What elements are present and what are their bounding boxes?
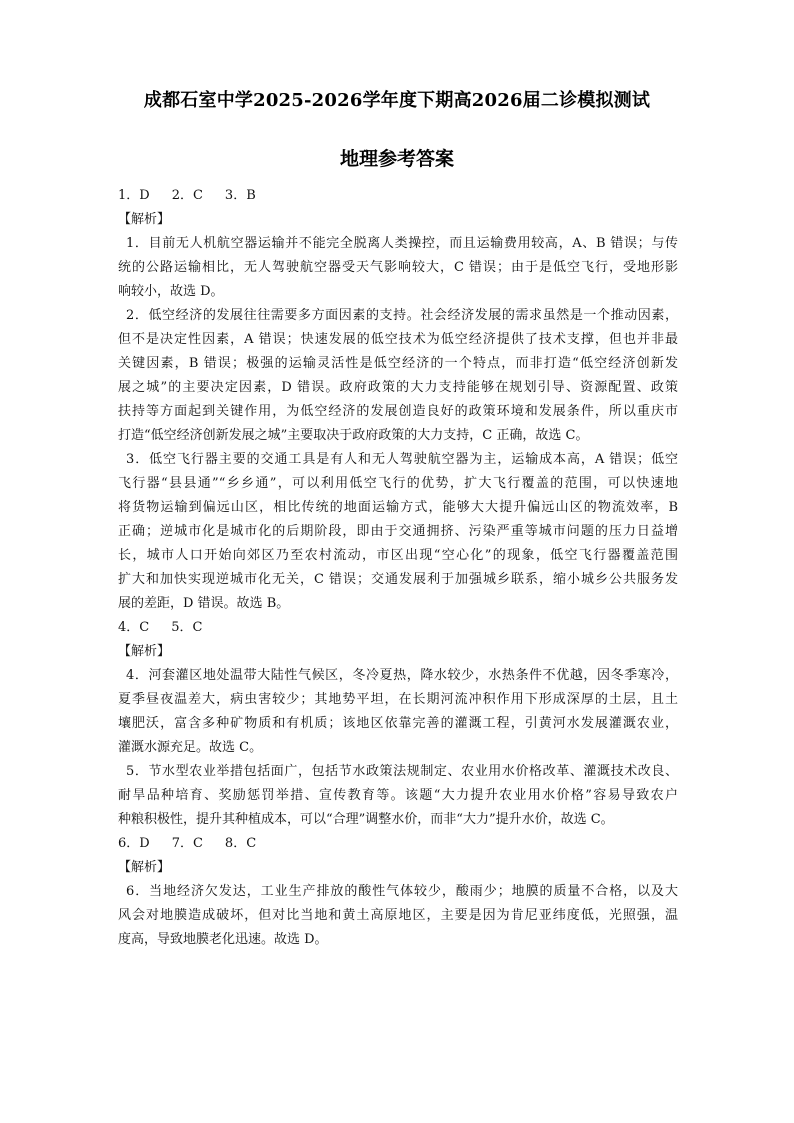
document-subtitle: 地理参考答案 xyxy=(339,148,454,170)
paragraph-line: 但不是决定性因素，A 错误；快速发展的低空技术为低空经济提供了技术支撑，但也并非最 xyxy=(118,332,678,347)
answer-item: 1．D xyxy=(118,188,150,203)
paragraph-line: 响较小，故选 D。 xyxy=(118,284,224,299)
paragraph-first-line: 1．目前无人机航空器运输并不能完全脱离人类操控，而且运输费用较高，A、B 错误；与传 xyxy=(126,236,678,251)
paragraph-first-line: 3．低空飞行器主要的交通工具是有人和无人驾驶航空器为主，运输成本高，A 错误；低空 xyxy=(126,452,678,467)
answer-item: 6．D xyxy=(118,836,150,851)
paragraph-first-line: 5．节水型农业举措包括面广，包括节水政策法规制定、农业用水价格改革、灌溉技术改良、 xyxy=(126,764,678,779)
answer-item: 7．C xyxy=(171,836,203,851)
paragraph-line: 长，城市人口开始向郊区乃至农村流动，市区出现“空心化”的现象，低空飞行器覆盖范围 xyxy=(118,548,678,563)
paragraph-line: 扶持等方面起到关键作用，为低空经济的发展创造良好的政策环境和发展条件，所以重庆市 xyxy=(118,404,678,419)
document-title: 成都石室中学2025-2026学年度下期高2026届二诊模拟测试 xyxy=(143,90,651,111)
paragraph-line: 扩大和加快实现逆城市化无关，C 错误；交通发展利于加强城乡联系，缩小城乡公共服务发 xyxy=(118,572,678,587)
analysis-label: 【解析】 xyxy=(118,644,171,659)
paragraph-line: 壤肥沃，富含多种矿物质和有机质；该地区依靠完善的灌溉工程，引黄河水发展灌溉农业， xyxy=(118,716,678,731)
answer-item: 2．C xyxy=(171,188,203,203)
analysis-label: 【解析】 xyxy=(118,860,171,875)
paragraph-line: 种粮积极性，提升其种植成本，可以“合理”调整水价，而非“大力”提升水价，故选 C。 xyxy=(118,812,614,827)
paragraph-line: 灌溉水源充足。故选 C。 xyxy=(118,740,263,755)
paragraph-line: 度高，导致地膜老化迅速。故选 D。 xyxy=(118,932,328,947)
paragraph-line: 打造“低空经济创新发展之城”主要取决于政府政策的大力支持，C 正确，故选 C。 xyxy=(118,428,589,443)
answer-item: 5．C xyxy=(171,620,203,635)
answer-item: 3．B xyxy=(224,188,256,203)
paragraph-line: 统的公路运输相比，无人驾驶航空器受天气影响较大，C 错误；由于是低空飞行，受地形影 xyxy=(118,260,678,275)
paragraph-line: 将货物运输到偏远山区，相比传统的地面运输方式，能够大大提升偏远山区的物流效率，B xyxy=(118,500,678,515)
paragraph-line: 关键因素，B 错误；极强的运输灵活性是低空经济的一个特点，而非打造“低空经济创新发 xyxy=(118,356,678,371)
paragraph-line: 耐旱品种培育、奖励惩罚举措、宣传教育等。该题“大力提升农业用水价格”容易导致农户 xyxy=(118,788,678,803)
paragraph-first-line: 2．低空经济的发展往往需要多方面因素的支持。社会经济发展的需求虽然是一个推动因素， xyxy=(126,308,678,323)
answer-line xyxy=(118,616,678,640)
paragraph-line: 风会对地膜造成破坏，但对比当地和黄土高原地区，主要是因为肯尼亚纬度低，光照强，温 xyxy=(118,908,678,923)
paragraph-first-line: 4．河套灌区地处温带大陆性气候区，冬冷夏热，降水较少，水热条件不优越，因冬季寒冷， xyxy=(126,668,678,683)
paragraph-line: 飞行器“县县通”“乡乡通”，可以利用低空飞行的优势，扩大飞行覆盖的范围，可以快速地 xyxy=(118,476,678,491)
answer-line xyxy=(118,832,678,856)
answer-line xyxy=(118,184,678,208)
paragraph-line: 夏季昼夜温差大，病虫害较少；其地势平坦，在长期河流冲积作用下形成深厚的土层，且土 xyxy=(118,692,678,707)
answer-item: 4．C xyxy=(118,620,150,635)
analysis-label: 【解析】 xyxy=(118,212,171,227)
paragraph-line: 正确；逆城市化是城市化的后期阶段，即由于交通拥挤、污染严重等城市问题的压力日益增 xyxy=(118,524,678,539)
answer-item: 8．C xyxy=(224,836,257,851)
answer-content xyxy=(118,184,678,952)
paragraph-first-line: 6．当地经济欠发达，工业生产排放的酸性气体较少，酸雨少；地膜的质量不合格，以及大 xyxy=(126,884,678,899)
paragraph-line: 展之城”的主要决定因素，D 错误。政府政策的大力支持能够在规划引导、资源配置、政策 xyxy=(118,380,678,395)
paragraph-line: 展的差距，D 错误。故选 B。 xyxy=(118,596,290,611)
